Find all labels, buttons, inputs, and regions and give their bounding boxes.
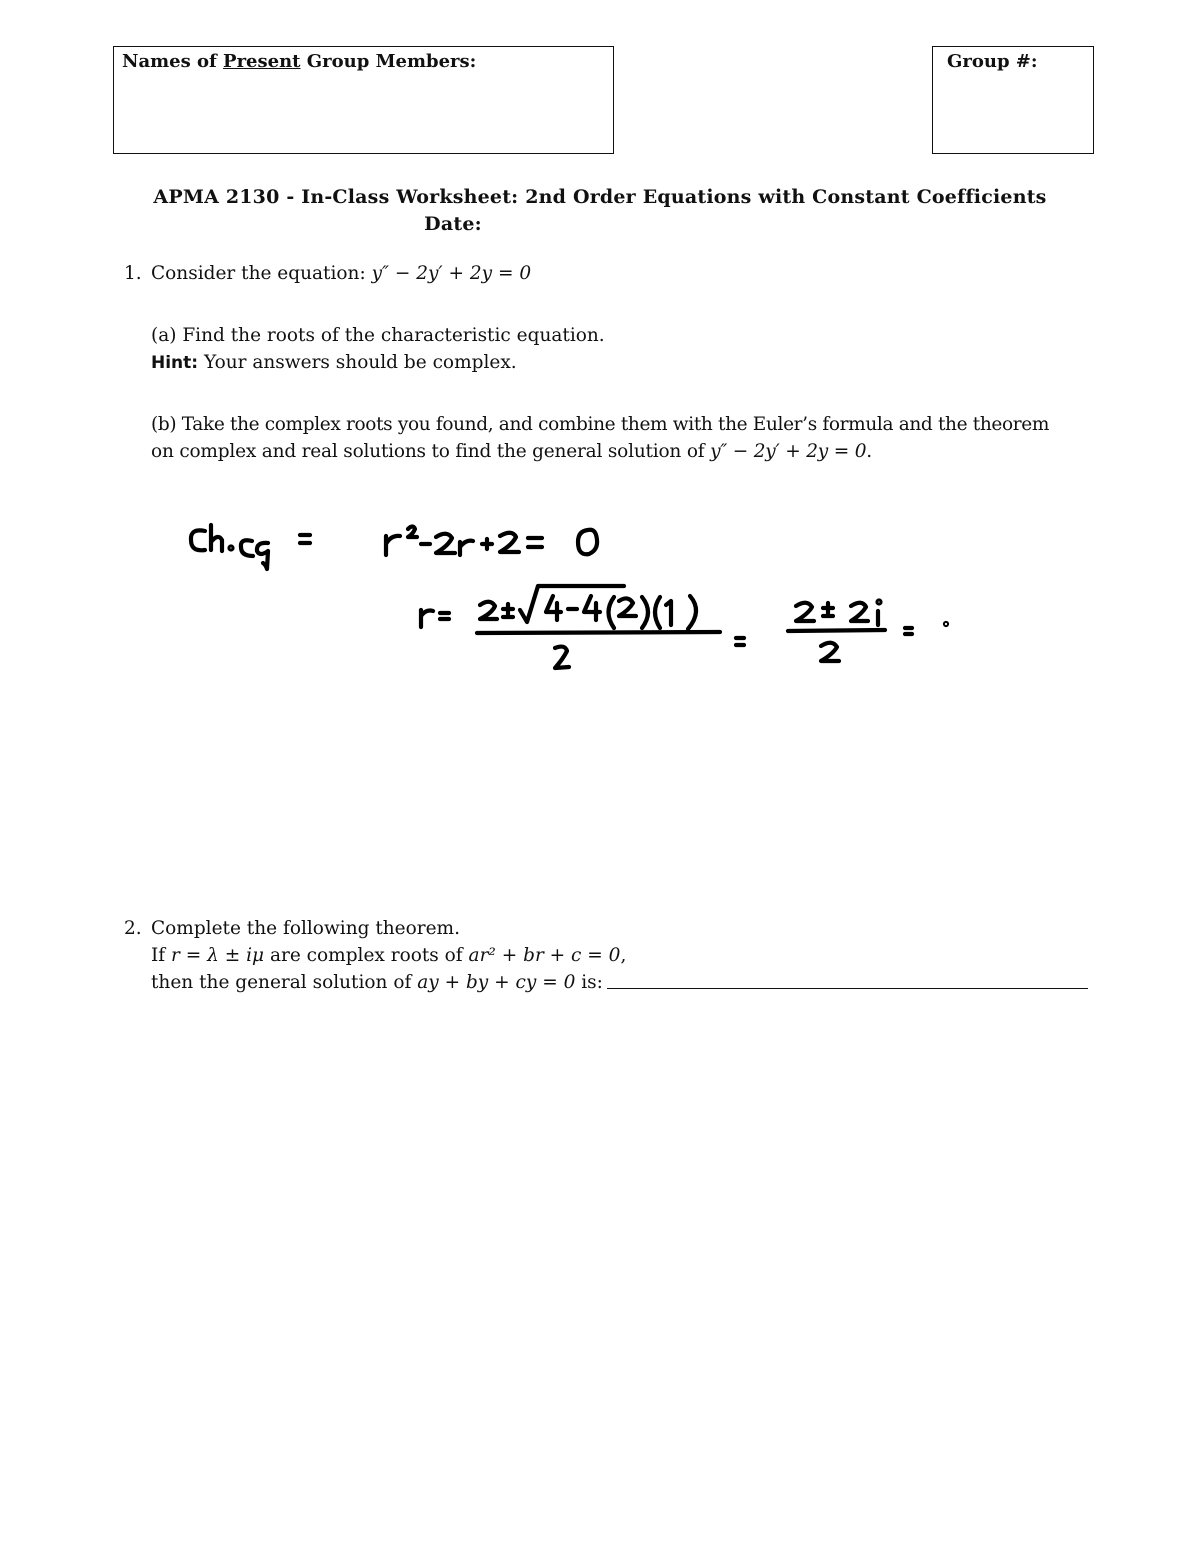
hand-r3 [421, 610, 433, 627]
hand-q [257, 543, 268, 569]
hand-i-dot [878, 601, 881, 604]
hand-eq5 [905, 628, 912, 634]
hand-h [211, 525, 222, 551]
q1a-text: (a) Find the roots of the characteristic equation. [151, 325, 605, 346]
hint-text: Your answers should be complex. [198, 352, 517, 373]
hand-4a [546, 596, 561, 620]
hand-r1 [386, 536, 400, 555]
names-label-prefix: Names of [122, 51, 224, 72]
date-label: Date: [424, 213, 482, 235]
hint-label: Hint: [151, 353, 199, 373]
hand-dot2 [945, 623, 947, 625]
names-label-present: Present [223, 51, 301, 72]
q1-equation: y″ − 2y′ + 2y = 0 [371, 263, 532, 284]
hand-zero [578, 530, 597, 555]
hand-paren4 [688, 596, 696, 629]
q2-roots-eq: r = λ ± iμ [171, 945, 265, 966]
hand-paren1 [609, 597, 615, 628]
hand-2a [436, 534, 455, 553]
q2-is: is: [575, 972, 603, 993]
hand-2g [851, 603, 868, 621]
hand-E [241, 540, 253, 556]
hand-paren3 [655, 597, 660, 628]
hand-eq3 [440, 613, 449, 619]
hand-C [191, 530, 205, 550]
hand-4b [584, 596, 600, 620]
hand-eq1 [300, 535, 310, 543]
q2-if: If [151, 945, 172, 966]
hand-r2 [460, 541, 473, 555]
hand-sup2 [408, 527, 417, 538]
hand-pm1 [503, 604, 513, 617]
hand-fraction-bar2 [788, 630, 885, 631]
hand-eq2 [528, 538, 542, 547]
answer-blank-line[interactable] [607, 988, 1088, 989]
q2-mid-text: are complex roots of [264, 945, 469, 966]
q1-intro-text: Consider the equation: [151, 263, 372, 284]
hand-2b [500, 533, 519, 552]
hand-1 [666, 601, 671, 625]
hand-dot1 [230, 547, 233, 550]
q1-number: 1. [124, 263, 142, 284]
q1b-text-line1: (b) Take the complex roots you found, and combine them with the Euler’s formula and the theorem [151, 414, 1050, 435]
q1b-period: . [866, 441, 872, 462]
hand-fraction-bar1 [477, 632, 720, 633]
hand-2e [555, 647, 569, 668]
group-label: Group #: [947, 51, 1038, 72]
hand-pm2 [823, 603, 833, 616]
q2-line3 [151, 972, 603, 993]
names-label-suffix: Group Members: [300, 51, 477, 72]
q2-line1: Complete the following theorem. [151, 918, 460, 939]
q2-char-eq: ar² + br + c = 0 [468, 945, 621, 966]
hand-2c [480, 602, 497, 619]
worksheet-title: APMA 2130 - In-Class Worksheet: 2nd Order Equations with Constant Coefficients [153, 186, 1047, 208]
q1b-text: on complex and real solutions to find the general solution of [151, 441, 711, 462]
q1b-equation: y″ − 2y′ + 2y = 0 [710, 441, 867, 462]
hand-eq4 [736, 638, 744, 645]
q2-then-text: then the general solution of [151, 972, 418, 993]
hand-2d [619, 598, 636, 616]
hand-2h [821, 643, 839, 661]
hand-2f [796, 603, 814, 621]
q2-ode: ay + by + cy = 0 [417, 972, 576, 993]
hand-plus1 [482, 539, 492, 549]
hand-paren2 [642, 597, 648, 628]
q2-number: 2. [124, 918, 142, 939]
q2-line2 [151, 945, 626, 966]
q2-comma: , [620, 945, 627, 966]
